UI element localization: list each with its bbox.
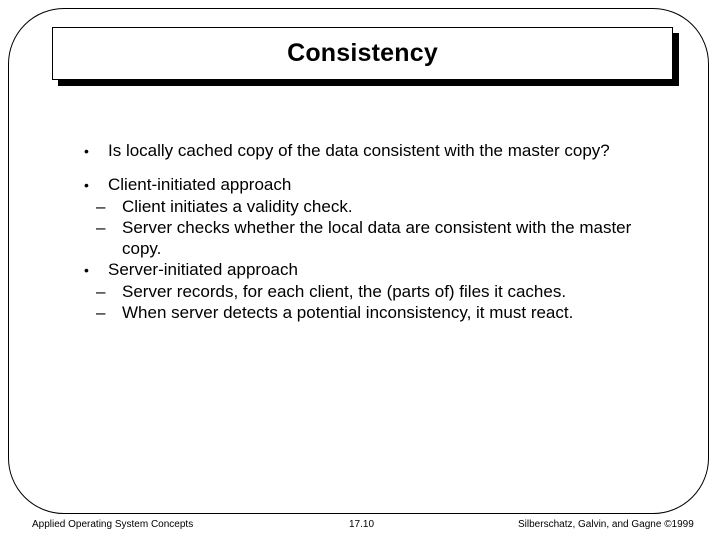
bullet-text: Server-initiated approach (108, 260, 298, 279)
bullet-icon: • (84, 143, 89, 159)
footer-book-title: Applied Operating System Concepts (32, 519, 194, 530)
bullet-item (82, 259, 642, 281)
slide-title: Consistency (287, 39, 438, 67)
sub-bullet-item (82, 281, 642, 302)
footer-copyright: Silberschatz, Galvin, and Gagne ©1999 (518, 519, 694, 530)
dash-icon: – (96, 303, 106, 322)
bullet-icon: • (84, 177, 89, 193)
dash-icon: – (96, 282, 106, 301)
footer-page-number: 17.10 (349, 519, 375, 530)
bullet-text: Is locally cached copy of the data consistent with the master copy? (108, 141, 610, 160)
sub-bullet-text: Server checks whether the local data are consistent with the master copy. (122, 218, 632, 258)
dash-icon: – (96, 197, 106, 216)
title-box (52, 27, 673, 80)
bullet-item (82, 140, 642, 162)
dash-icon: – (96, 218, 106, 237)
sub-bullet-item (82, 302, 642, 323)
sub-bullet-item (82, 217, 642, 259)
bullet-text: Client-initiated approach (108, 175, 292, 194)
bullet-item (82, 174, 642, 196)
bullet-icon: • (84, 262, 89, 278)
sub-bullet-text: When server detects a potential inconsistency, it must react. (122, 303, 574, 322)
bullet-list (82, 140, 642, 323)
sub-bullet-text: Client initiates a validity check. (122, 197, 353, 216)
sub-bullet-text: Server records, for each client, the (parts of) files it caches. (122, 282, 567, 301)
sub-bullet-item (82, 196, 642, 217)
